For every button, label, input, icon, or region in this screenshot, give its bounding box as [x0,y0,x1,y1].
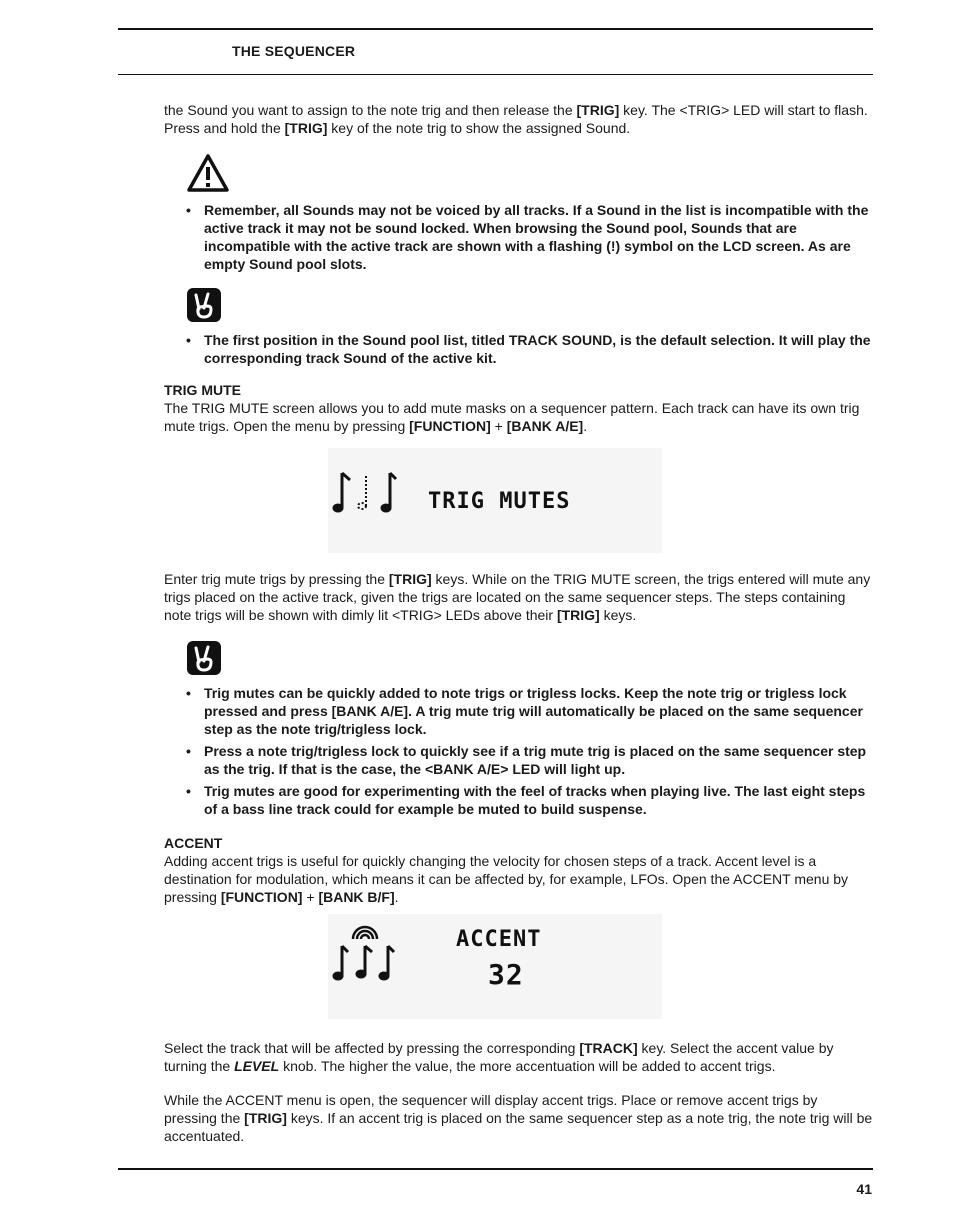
accent-screen-title: ACCENT [456,927,542,952]
bullet-item: • Trig mutes are good for experimenting with the feel of tracks when playing live. The last eight steps of a bass line track could for example be muted to build suspense. [204,782,874,818]
accent-paragraph-1: Adding accent trigs is useful for quickly changing the velocity for chosen steps of a track. Accent level is a destination for modulation, which means it can be affected by, for example, LFOs. Open the ACCENT menu by pressing [FUNCTION] + [BANK B/F]. [164,853,849,905]
accent-heading: ACCENT [164,835,223,851]
trig-mutes-lcd-screen [328,448,662,553]
footer-rule [118,1168,873,1170]
bullet-item: • Press a note trig/trigless lock to quickly see if a trig mute trig is placed on the same sequencer step as the trig. If that is the case, the <BANK A/E> LED will light up. [204,742,874,778]
tip-1-bullets [186,331,874,367]
tip-note-2 [186,640,874,818]
trig-mutes-screen-title: TRIG MUTES [428,489,571,514]
accent-lcd-screen [328,914,662,1019]
accent-paragraph-3: While the ACCENT menu is open, the sequencer will display accent trigs. Place or remove accent trigs by pressing the [TRIG] keys. If an accent trig is placed on the same sequencer step as a note trig, the note trig will be accentuated. [164,1092,873,1144]
trig-mute-paragraph-2: Enter trig mute trigs by pressing the [TRIG] keys. While on the TRIG MUTE screen, the trigs entered will mute any trigs placed on the active track, given the trigs are located on the same sequencer steps. The steps containing note trigs will be shown with dimly lit <TRIG> LEDs above their [TRIG] keys. [164,571,871,623]
peace-hand-icon [186,287,222,323]
header-rule-top [118,28,873,30]
trig-mute-heading: TRIG MUTE [164,382,241,398]
page-body [164,101,874,1145]
section-title: THE SEQUENCER [232,43,356,59]
header-rule-bottom [118,74,873,75]
bullet-item: • Trig mutes can be quickly added to note trigs or trigless locks. Keep the note trig or trigless lock pressed and press [BANK A/E]. A trig mute trig will automatically be placed on the same sequencer step as the note trig/trigless lock. [204,684,874,738]
accent-screen-value: 32 [488,958,524,991]
intro-paragraph: the Sound you want to assign to the note trig and then release the [TRIG] key. The <TRIG> LED will start to flash. Press and hold the [TRIG] key of the note trig to show the assigned Sound. [164,102,868,136]
warning-bullets [186,201,874,273]
bullet-item: • Remember, all Sounds may not be voiced by all tracks. If a Sound in the list is incompatible with the active track it may not be sound locked. When browsing the Sound pool, Sounds that are incompatible with the active track are shown with a flashing (!) symbol on the LCD screen. As are empty Sound pool slots. [204,201,874,273]
tip-2-bullets [186,684,874,818]
page-number: 41 [856,1181,872,1197]
tip-note-1 [186,287,874,367]
bullet-item: • The first position in the Sound pool list, titled TRACK SOUND, is the default selection. It will play the corresponding track Sound of the active kit. [204,331,874,367]
warning-note [186,153,874,273]
trig-mute-paragraph-1: The TRIG MUTE screen allows you to add mute masks on a sequencer pattern. Each track can have its own trig mute trigs. Open the menu by pressing [FUNCTION] + [BANK A/E]. [164,400,860,434]
warning-triangle-icon [186,153,230,193]
peace-hand-icon [186,640,222,676]
trig-mutes-notes-icon [333,473,396,512]
accent-notes-icon [333,927,394,980]
accent-paragraph-2: Select the track that will be affected by pressing the corresponding [TRACK] key. Select the accent value by turning the LEVEL knob. The higher the value, the more accentuation will be added to accent trigs. [164,1040,834,1074]
